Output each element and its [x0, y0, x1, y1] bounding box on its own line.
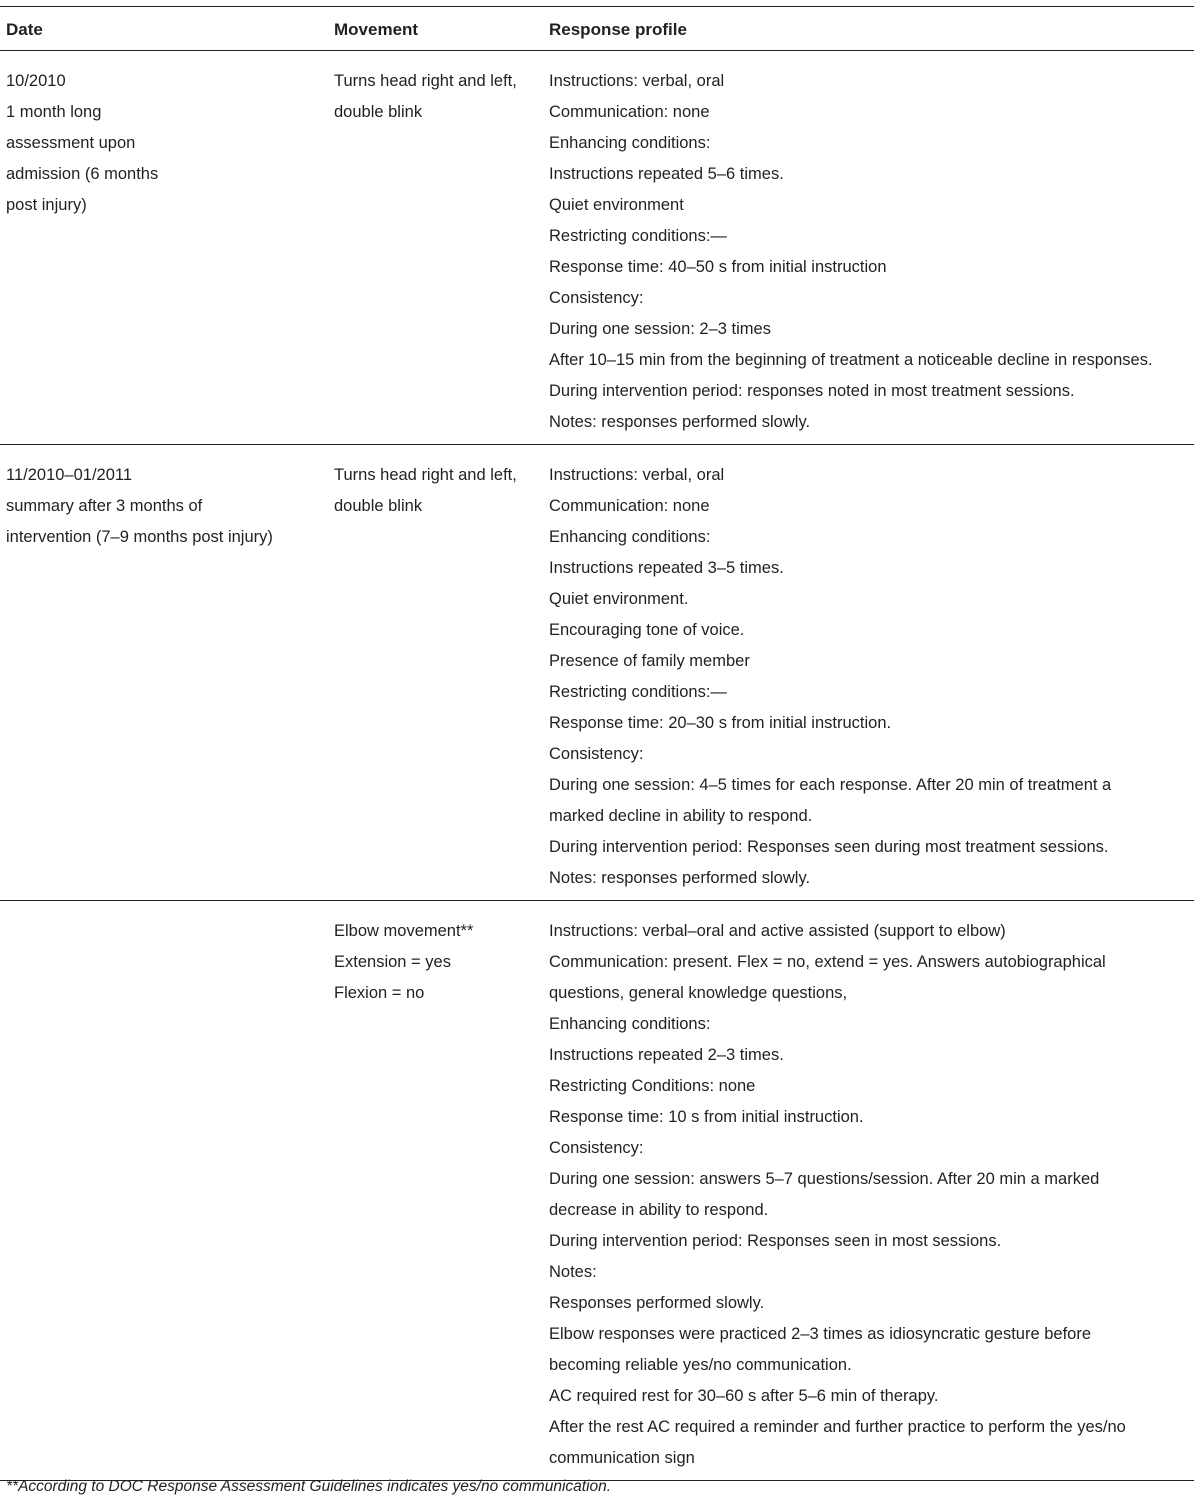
cell-line: During one session: answers 5–7 questions/session. After 20 min a marked: [549, 1170, 1100, 1188]
table-row: [0, 901, 1194, 1480]
cell-line: After 10–15 min from the beginning of treatment a noticeable decline in responses.: [549, 351, 1153, 369]
cell-line: Communication: none: [549, 497, 710, 515]
header-response-profile: Response profile: [549, 20, 687, 39]
cell-line: Elbow responses were practiced 2–3 times as idiosyncratic gesture before: [549, 1325, 1092, 1343]
cell-line: Turns head right and left,: [334, 466, 517, 484]
cell-line: 11/2010–01/2011: [6, 466, 133, 484]
movement-cell: [334, 916, 473, 1009]
cell-line: Presence of family member: [549, 652, 750, 670]
cell-line: Extension = yes: [334, 953, 451, 971]
cell-line: summary after 3 months of: [6, 497, 203, 515]
table-footnote: **According to DOC Response Assessment Guidelines indicates yes/no communication.: [6, 1478, 612, 1495]
header-movement: Movement: [334, 20, 419, 39]
cell-line: Response time: 20–30 s from initial instruction.: [549, 714, 892, 732]
cell-line: marked decline in ability to respond.: [549, 807, 813, 825]
table-body: [0, 51, 1194, 1481]
table-header-row: [0, 7, 1194, 50]
cell-line: Restricting conditions:—: [549, 683, 727, 701]
response-profile-cell: [549, 66, 1153, 438]
response-profile-cell: [549, 460, 1111, 894]
cell-line: Enhancing conditions:: [549, 1015, 711, 1033]
cell-line: post injury): [6, 196, 87, 214]
cell-line: Communication: none: [549, 103, 710, 121]
cell-line: Consistency:: [549, 1139, 644, 1157]
cell-line: Notes: responses performed slowly.: [549, 413, 811, 431]
cell-line: Instructions: verbal, oral: [549, 466, 725, 484]
cell-line: becoming reliable yes/no communication.: [549, 1356, 852, 1374]
cell-line: admission (6 months: [6, 165, 159, 183]
cell-line: 1 month long: [6, 103, 102, 121]
cell-line: Response time: 10 s from initial instruction.: [549, 1108, 864, 1126]
cell-line: Consistency:: [549, 289, 644, 307]
cell-line: double blink: [334, 497, 423, 515]
cell-line: intervention (7–9 months post injury): [6, 528, 273, 546]
date-cell: [6, 66, 158, 221]
cell-line: Instructions: verbal–oral and active assisted (support to elbow): [549, 922, 1006, 940]
table-row: [0, 51, 1194, 444]
cell-line: Encouraging tone of voice.: [549, 621, 745, 639]
cell-line: 10/2010: [6, 72, 66, 90]
cell-line: Quiet environment.: [549, 590, 689, 608]
cell-line: Consistency:: [549, 745, 644, 763]
cell-line: assessment upon: [6, 134, 136, 152]
cell-line: After the rest AC required a reminder and further practice to perform the yes/no: [549, 1418, 1126, 1436]
cell-line: AC required rest for 30–60 s after 5–6 min of therapy.: [549, 1387, 939, 1405]
cell-line: Response time: 40–50 s from initial instruction: [549, 258, 887, 276]
cell-line: During intervention period: responses noted in most treatment sessions.: [549, 382, 1075, 400]
cell-line: Enhancing conditions:: [549, 134, 711, 152]
movement-cell: [334, 66, 517, 128]
response-profile-table: [0, 6, 1194, 1481]
movement-cell: [334, 460, 517, 522]
cell-line: Notes:: [549, 1263, 597, 1281]
cell-line: Elbow movement**: [334, 922, 474, 940]
cell-line: Instructions: verbal, oral: [549, 72, 725, 90]
cell-line: During intervention period: Responses seen in most sessions.: [549, 1232, 1002, 1250]
cell-line: During one session: 2–3 times: [549, 320, 771, 338]
cell-line: Turns head right and left,: [334, 72, 517, 90]
cell-line: Instructions repeated 2–3 times.: [549, 1046, 784, 1064]
header-date: Date: [6, 20, 43, 39]
cell-line: double blink: [334, 103, 423, 121]
cell-line: Notes: responses performed slowly.: [549, 869, 811, 887]
cell-line: decrease in ability to respond.: [549, 1201, 769, 1219]
cell-line: During one session: 4–5 times for each response. After 20 min of treatment a: [549, 776, 1112, 794]
cell-line: questions, general knowledge questions,: [549, 984, 848, 1002]
cell-line: Enhancing conditions:: [549, 528, 711, 546]
cell-line: Instructions repeated 5–6 times.: [549, 165, 784, 183]
cell-line: Communication: present. Flex = no, extend = yes. Answers autobiographical: [549, 953, 1106, 971]
cell-line: Responses performed slowly.: [549, 1294, 765, 1312]
cell-line: Flexion = no: [334, 984, 425, 1002]
table-row: [0, 445, 1194, 900]
cell-line: Instructions repeated 3–5 times.: [549, 559, 784, 577]
cell-line: Restricting Conditions: none: [549, 1077, 756, 1095]
cell-line: communication sign: [549, 1449, 695, 1467]
cell-line: Restricting conditions:—: [549, 227, 727, 245]
cell-line: Quiet environment: [549, 196, 684, 214]
cell-line: During intervention period: Responses seen during most treatment sessions.: [549, 838, 1109, 856]
response-profile-cell: [549, 916, 1126, 1474]
date-cell: [6, 460, 273, 553]
